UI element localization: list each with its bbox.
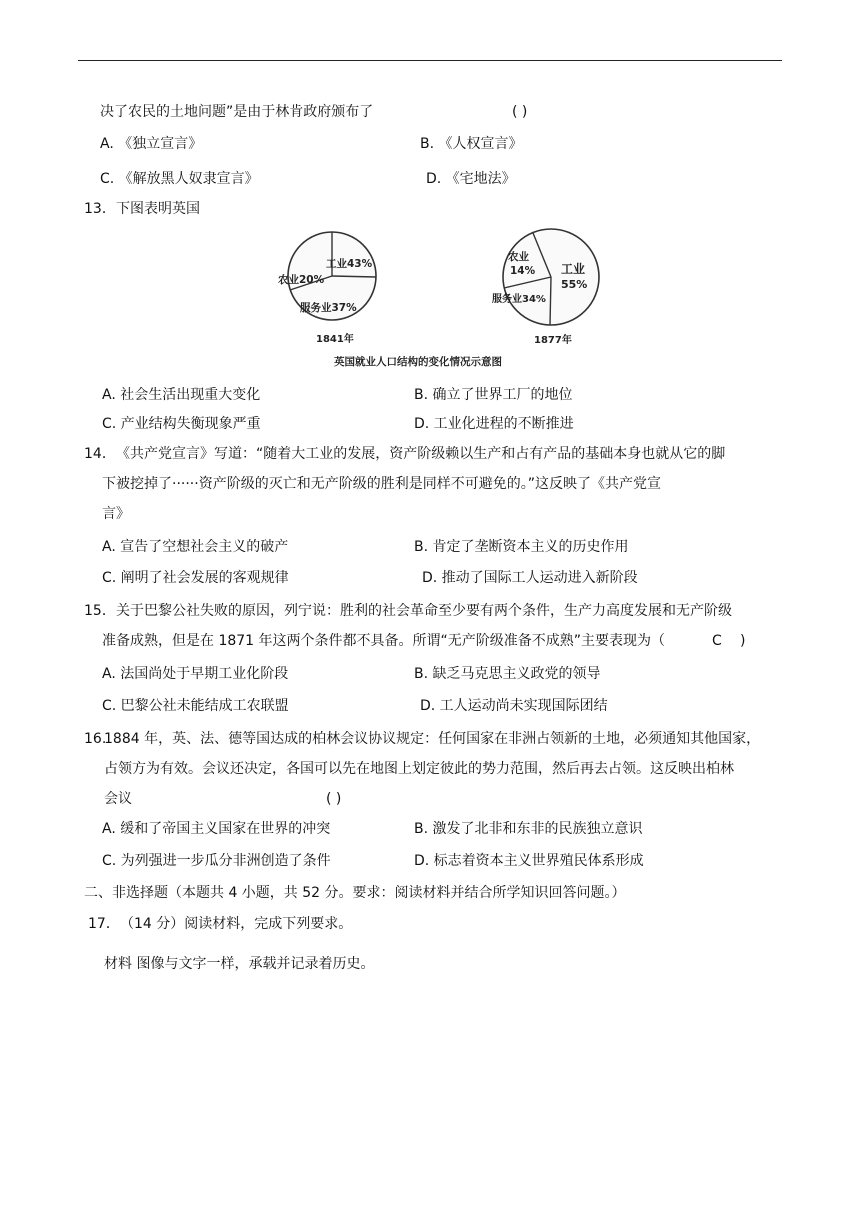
q14-option-b[interactable]: B. 肯定了垄断资本主义的历史作用 <box>414 539 629 555</box>
q12-option-d[interactable]: D. 《宅地法》 <box>426 171 516 187</box>
q16-number: 16. <box>84 731 107 747</box>
q15-paren-close: ) <box>740 633 746 649</box>
q12-option-b[interactable]: B. 《人权宣言》 <box>420 136 523 152</box>
q14-number: 14． <box>84 446 116 462</box>
q16-option-b[interactable]: B. 激发了北非和东非的民族独立意识 <box>414 821 643 837</box>
pie-1877-slice-agriculture-pct: 14% <box>510 265 536 277</box>
q16-stem-line2: 占领方为有效。会议还决定，各国可以先在地图上划定彼此的势力范围，然后再去占领。这反映出柏林 <box>104 761 734 777</box>
pie-1841-year: 1841年 <box>316 334 354 345</box>
q16-option-d[interactable]: D. 标志着资本主义世界殖民体系形成 <box>414 853 644 869</box>
pie-1841-slice-industry: 工业43% <box>326 258 373 270</box>
pie-1877-slice-agriculture: 农业 <box>508 251 529 263</box>
q13-option-b[interactable]: B. 确立了世界工厂的地位 <box>414 387 573 403</box>
q13-pie-figure <box>270 225 610 375</box>
pie-1877-slice-service: 服务业34% <box>492 294 546 305</box>
q13-figure-caption: 英国就业人口结构的变化情况示意图 <box>334 356 502 368</box>
q16-stem-line1: 1884 年，英、法、德等国达成的柏林会议协议规定：任何国家在非洲占领新的土地，必须通知其他国家， <box>104 731 761 747</box>
q15-option-d[interactable]: D. 工人运动尚未实现国际团结 <box>420 698 608 714</box>
q15-answer-mark: C <box>712 633 722 649</box>
q14-stem-line2: 下被挖掉了······资产阶级的灭亡和无产阶级的胜利是同样不可避免的。”这反映了《共产党宣 <box>102 476 661 492</box>
q15-stem-line1: 关于巴黎公社失败的原因，列宁说：胜利的社会革命至少要有两个条件，生产力高度发展和无产阶级 <box>116 603 732 619</box>
q15-option-c[interactable]: C. 巴黎公社未能结成工农联盟 <box>102 698 289 714</box>
pie-1877-year: 1877年 <box>534 335 572 346</box>
q13-number: 13． <box>84 201 116 217</box>
q17-material: 材料 图像与文字一样，承载并记录着历史。 <box>104 956 375 972</box>
pie-1841-slice-service: 服务业37% <box>300 302 357 314</box>
pie-1877-slice-industry: 工业 <box>561 262 586 276</box>
q14-option-c[interactable]: C. 阐明了社会发展的客观规律 <box>102 570 289 586</box>
q14-option-a[interactable]: A. 宣告了空想社会主义的破产 <box>102 539 289 555</box>
q17-number: 17． <box>88 916 120 932</box>
q13-option-d[interactable]: D. 工业化进程的不断推进 <box>414 416 574 432</box>
q17-stem: （14 分）阅读材料，完成下列要求。 <box>120 916 353 932</box>
q14-stem-line1: 《共产党宣言》写道：“随着大工业的发展，资产阶级赖以生产和占有产品的基础本身也就从它的脚 <box>116 446 726 462</box>
header-rule <box>78 60 782 61</box>
q13-option-a[interactable]: A. 社会生活出现重大变化 <box>102 387 261 403</box>
pie-1877-slice-industry-pct: 55% <box>561 278 588 291</box>
q12-answer-paren: ( ) <box>512 104 528 120</box>
q16-option-a[interactable]: A. 缓和了帝国主义国家在世界的冲突 <box>102 821 331 837</box>
q13-stem: 下图表明英国 <box>116 201 200 217</box>
pie-1841 <box>278 232 376 345</box>
q12-stem-tail: 决了农民的土地问题”是由于林肯政府颁布了 <box>100 104 374 120</box>
q12-option-a[interactable]: A. 《独立宣言》 <box>100 136 203 152</box>
q16-stem-line3: 会议 <box>104 791 132 807</box>
pie-1877 <box>492 229 599 346</box>
q15-option-a[interactable]: A. 法国尚处于早期工业化阶段 <box>102 666 289 682</box>
q15-stem-line2: 准备成熟，但是在 1871 年这两个条件都不具备。所谓“无产阶级准备不成熟”主要表现为（ <box>102 633 666 649</box>
q16-option-c[interactable]: C. 为列强进一步瓜分非洲创造了条件 <box>102 853 331 869</box>
q14-option-d[interactable]: D. 推动了国际工人运动进入新阶段 <box>422 570 638 586</box>
section2-heading: 二、非选择题（本题共 4 小题，共 52 分。要求：阅读材料并结合所学知识回答问题。） <box>84 885 626 901</box>
q12-option-c[interactable]: C. 《解放黑人奴隶宣言》 <box>100 171 259 187</box>
q15-number: 15． <box>84 603 116 619</box>
q15-option-b[interactable]: B. 缺乏马克思主义政党的领导 <box>414 666 601 682</box>
q14-stem-line3: 言》 <box>102 506 130 522</box>
q16-answer-paren: ( ) <box>326 791 342 807</box>
pie-1841-slice-agriculture: 农业20% <box>278 274 325 286</box>
q13-option-c[interactable]: C. 产业结构失衡现象严重 <box>102 416 261 432</box>
